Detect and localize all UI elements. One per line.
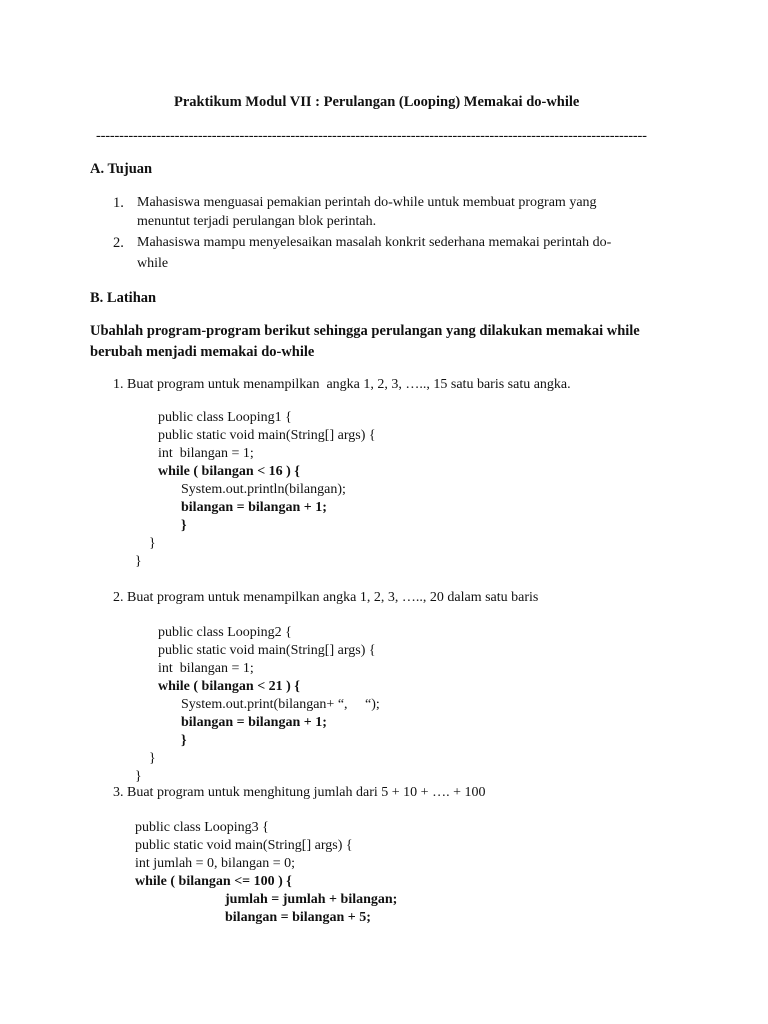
separator-line: ----------------------------------------------------------------------------------------------------------------------- [96, 128, 647, 144]
objective-2-line1: Mahasiswa mampu menyelesaikan masalah konkrit sederhana memakai perintah do- [137, 235, 612, 250]
objective-1-line2: menuntut terjadi perulangan blok perintah. [137, 214, 377, 229]
code-line: public class Looping3 { [135, 820, 269, 835]
code-line: int bilangan = 1; [158, 446, 254, 461]
section-a-heading: A. Tujuan [90, 161, 153, 177]
section-b-heading: B. Latihan [90, 290, 157, 306]
code-line: while ( bilangan < 21 ) { [158, 679, 300, 694]
objective-2-line2: while [137, 256, 169, 271]
objective-2-number: 2. [113, 235, 124, 251]
code-line: } [135, 554, 142, 569]
page-title: Praktikum Modul VII : Perulangan (Looping) Memakai do-while [174, 94, 580, 110]
code-line: } [149, 751, 156, 766]
code-line: } [135, 769, 142, 784]
code-line: bilangan = bilangan + 1; [181, 715, 327, 730]
instruction-line1: Ubahlah program-program berikut sehingga perulangan yang dilakukan memakai while [90, 323, 640, 339]
code-line: System.out.print(bilangan+ “, “); [181, 697, 380, 712]
exercise-2-prompt: 2. Buat program untuk menampilkan angka 1, 2, 3, ….., 20 dalam satu baris [113, 590, 539, 605]
code-line: public class Looping1 { [158, 410, 292, 425]
exercise-1-prompt: 1. Buat program untuk menampilkan angka 1, 2, 3, ….., 15 satu baris satu angka. [113, 377, 571, 392]
code-line: public class Looping2 { [158, 625, 292, 640]
code-line: } [181, 733, 187, 748]
code-line: bilangan = bilangan + 5; [225, 910, 371, 925]
code-line: } [149, 536, 156, 551]
code-line: while ( bilangan <= 100 ) { [135, 874, 292, 889]
exercise-3-prompt: 3. Buat program untuk menghitung jumlah dari 5 + 10 + …. + 100 [113, 785, 486, 800]
code-line: public static void main(String[] args) { [135, 838, 353, 853]
code-line: while ( bilangan < 16 ) { [158, 464, 300, 479]
code-line: public static void main(String[] args) { [158, 643, 376, 658]
code-line: System.out.println(bilangan); [181, 482, 346, 497]
code-line: bilangan = bilangan + 1; [181, 500, 327, 515]
code-line: public static void main(String[] args) { [158, 428, 376, 443]
code-line: int bilangan = 1; [158, 661, 254, 676]
code-line: jumlah = jumlah + bilangan; [225, 892, 398, 907]
objective-1-number: 1. [113, 195, 124, 211]
instruction-line2: berubah menjadi memakai do-while [90, 344, 315, 360]
objective-1-line1: Mahasiswa menguasai pemakian perintah do-while untuk membuat program yang [137, 195, 597, 210]
code-line: int jumlah = 0, bilangan = 0; [135, 856, 296, 871]
code-line: } [181, 518, 187, 533]
